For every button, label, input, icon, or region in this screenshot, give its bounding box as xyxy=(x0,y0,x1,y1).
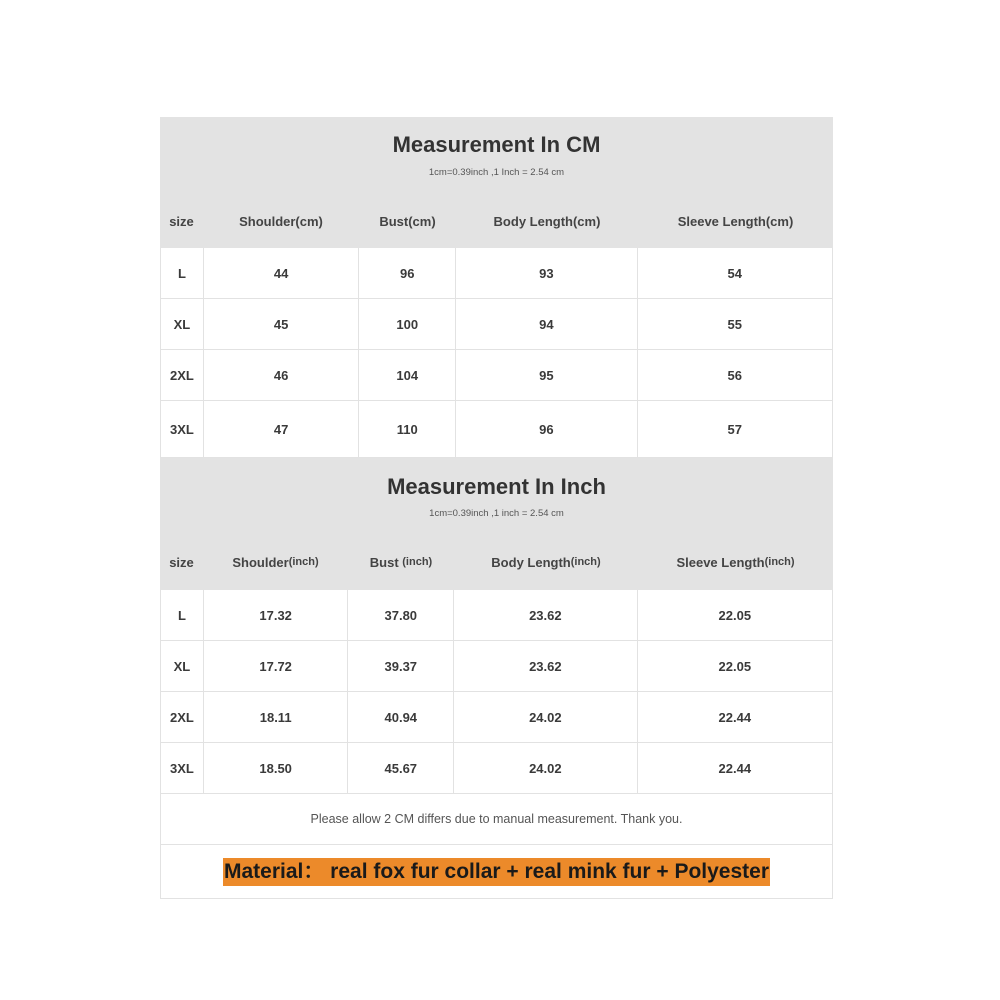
inch-header-label: Shoulder xyxy=(232,554,289,570)
inch-header-shoulder xyxy=(203,542,348,582)
inch-cell-sleeve-length: 22.44 xyxy=(718,709,752,725)
inch-header-body-length xyxy=(454,542,638,582)
cm-cell-bust: 96 xyxy=(359,248,456,298)
cm-cell-body-length: 96 xyxy=(456,401,637,457)
table-row xyxy=(160,590,833,641)
inch-header-label: size xyxy=(169,554,194,570)
cm-cell-body-length: 94 xyxy=(456,299,637,349)
cm-cell-shoulder: 46 xyxy=(204,350,360,400)
inch-cell-size: L xyxy=(161,590,204,640)
inch-cell-body-length: 24.02 xyxy=(454,692,637,742)
material-row xyxy=(160,845,833,899)
inch-cell-size: 3XL xyxy=(161,743,204,793)
size-chart xyxy=(160,117,833,899)
inch-cell-sleeve-length: 22.05 xyxy=(718,658,752,674)
table-row xyxy=(160,743,833,794)
cm-header-sleeve-length: Sleeve Length(cm) xyxy=(677,213,794,229)
cm-cell-shoulder: 45 xyxy=(204,299,360,349)
cm-cell-size: 2XL xyxy=(161,350,204,400)
table-row xyxy=(160,692,833,743)
cm-cell-bust: 100 xyxy=(359,299,456,349)
cm-header-bust: Bust(cm) xyxy=(379,213,436,229)
inch-cell-sleeve-length: 22.05 xyxy=(718,607,752,623)
inch-header-label: Body Length xyxy=(491,554,571,570)
cm-cell-shoulder: 47 xyxy=(204,401,360,457)
inch-header-unit: (inch) xyxy=(288,556,319,568)
cm-header-row xyxy=(160,201,833,241)
table-row xyxy=(160,299,833,350)
inch-header-row xyxy=(160,542,833,582)
cm-header-shoulder: Shoulder(cm) xyxy=(239,213,323,229)
inch-header-unit: (inch) xyxy=(402,556,433,568)
inch-cell-size: 2XL xyxy=(161,692,204,742)
table-row xyxy=(160,401,833,458)
material-label: Material： real fox fur collar + real mink fur + Polyester xyxy=(223,858,770,886)
inch-table-title: Measurement In Inch xyxy=(387,474,606,499)
inch-table-body xyxy=(160,590,833,794)
inch-cell-bust: 37.80 xyxy=(348,590,454,640)
cm-cell-shoulder: 44 xyxy=(204,248,360,298)
inch-table-subtitle: 1cm=0.39inch ,1 inch = 2.54 cm xyxy=(429,508,564,519)
inch-header-size xyxy=(160,542,203,582)
inch-header-band xyxy=(160,458,833,590)
inch-cell-bust: 45.67 xyxy=(348,743,454,793)
inch-cell-shoulder: 17.72 xyxy=(204,641,349,691)
inch-header-bust xyxy=(348,542,454,582)
inch-cell-body-length: 24.02 xyxy=(454,743,637,793)
inch-header-unit: (inch) xyxy=(570,556,601,568)
inch-cell-sleeve-length: 22.44 xyxy=(718,760,752,776)
cm-header-band xyxy=(160,117,833,248)
inch-header-label: Bust xyxy=(369,554,403,570)
cm-cell-bust: 110 xyxy=(359,401,456,457)
cm-cell-body-length: 95 xyxy=(456,350,637,400)
cm-cell-bust: 104 xyxy=(359,350,456,400)
cm-cell-sleeve-length: 57 xyxy=(727,421,743,437)
inch-cell-shoulder: 18.50 xyxy=(204,743,349,793)
inch-cell-bust: 39.37 xyxy=(348,641,454,691)
inch-header-unit: (inch) xyxy=(764,556,795,568)
cm-table-body xyxy=(160,248,833,458)
cm-cell-size: L xyxy=(161,248,204,298)
cm-cell-sleeve-length: 55 xyxy=(727,316,743,332)
inch-cell-body-length: 23.62 xyxy=(454,641,637,691)
table-row xyxy=(160,641,833,692)
cm-cell-body-length: 93 xyxy=(456,248,637,298)
inch-cell-bust: 40.94 xyxy=(348,692,454,742)
cm-table-title: Measurement In CM xyxy=(392,132,601,157)
cm-cell-size: XL xyxy=(161,299,204,349)
cm-table-subtitle: 1cm=0.39inch ,1 Inch = 2.54 cm xyxy=(428,167,565,178)
table-row xyxy=(160,350,833,401)
cm-cell-size: 3XL xyxy=(161,401,204,457)
cm-table xyxy=(160,117,833,458)
cm-header-size: size xyxy=(169,213,194,229)
cm-cell-sleeve-length: 54 xyxy=(727,265,743,281)
inch-header-label: Sleeve Length xyxy=(676,554,765,570)
inch-header-sleeve-length xyxy=(638,542,833,582)
cm-cell-sleeve-length: 56 xyxy=(727,367,743,383)
cm-header-body-length: Body Length(cm) xyxy=(493,213,601,229)
inch-cell-shoulder: 17.32 xyxy=(204,590,349,640)
inch-cell-size: XL xyxy=(161,641,204,691)
inch-cell-body-length: 23.62 xyxy=(454,590,637,640)
inch-table xyxy=(160,458,833,794)
measurement-note: Please allow 2 CM differs due to manual measurement. Thank you. xyxy=(160,794,833,845)
table-row xyxy=(160,248,833,299)
inch-cell-shoulder: 18.11 xyxy=(204,692,349,742)
